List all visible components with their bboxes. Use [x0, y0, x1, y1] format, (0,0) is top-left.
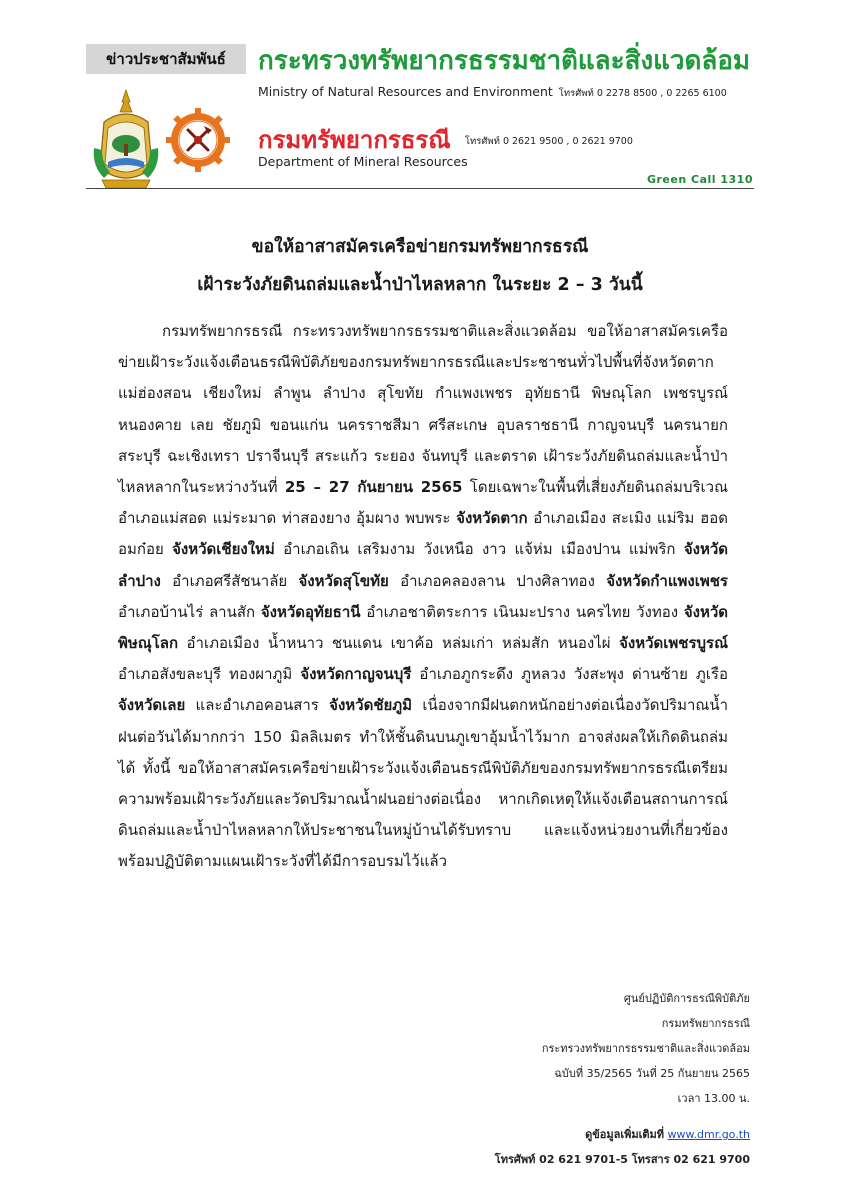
province-uthai-thani: จังหวัดอุทัยธานี: [260, 602, 361, 621]
more-info-label: ดูข้อมูลเพิ่มเติมที่: [585, 1128, 665, 1141]
issue-number-date: ฉบับที่ 35/2565 วันที่ 25 กันยายน 2565: [554, 1067, 750, 1080]
province-phetchabun: จังหวัดเพชรบูรณ์: [619, 634, 728, 653]
body-text-segment: และอำเภอคอนสาร: [185, 696, 330, 715]
body-text-segment: เนื่องจากมีฝนตกหนักอย่างต่อเนื่องวัดปริมาณน้ำฝนต่อวันได้มากกว่า 150 มิลลิเมตร ทำให้ชั้นดินบนภูเขาอุ้มน้ำไว้มาก อาจส่งผลให้เกิดดินถล่มได้ ทั้งนี้ ขอให้อาสาสมัครเครือข่ายเฝ้าระวังแจ้งเตือนธรณีพิบัติภัยของกรมทรัพยากรธรณีเตรียมความพร้อมเฝ้าระวังภัยและวัดปริมาณน้ำฝนอย่างต่อเนื่อง หากเกิดเหตุให้แจ้งเตือนสถานการณ์ดินถล่มและน้ำป่าไหลหลากให้ประชาชนในหมู่บ้านได้รับทราบ และแจ้งหน่วยงานที่เกี่ยวข้องพร้อมปฏิบัติตามแผนเฝ้าระวังที่ได้มีการอบรมไว้แล้ว: [118, 696, 728, 871]
signature-department: กรมทรัพยากรธรณี: [661, 1017, 750, 1030]
province-kamphaeng-phet: จังหวัดกำแพงเพชร: [606, 571, 728, 590]
department-phone: โทรศัพท์ 0 2621 9500 , 0 2621 9700: [464, 135, 633, 147]
body-text-segment: อำเภอเถิน เสริมงาม วังเหนือ งาว แจ้ห่ม เมืองปาน แม่พริก: [274, 540, 684, 559]
issue-time: เวลา 13.00 น.: [677, 1092, 750, 1105]
body-text-segment: โดยเฉพาะในพื้นที่เสี่ยงภัยดินถล่มบริเวณอำเภอแม่สอด แม่ระมาด ท่าสองยาง อุ้มผาง พบพระ: [118, 478, 728, 528]
body-text-segment: อำเภอเมือง น้ำหนาว ชนแดน เขาค้อ หล่มเก่า หล่มสัก หนองไผ่: [178, 634, 620, 653]
body-text-segment: กรมทรัพยากรธรณี กระทรวงทรัพยากรธรรมชาติและสิ่งแวดล้อม ขอให้อาสาสมัครเครือข่ายเฝ้าระวังแจ้งเตือนธรณีพิบัติภัยของกรมทรัพยากรธรณีและประชาชนทั่วไปพื้นที่จังหวัดตาก แม่ฮ่องสอน เชียงใหม่ ลำพูน ลำปาง สุโขทัย กำแพงเพชร อุทัยธานี พิษณุโลก เพชรบูรณ์ หนองคาย เลย ชัยภูมิ ขอนแก่น นครราชสีมา ศรีสะเกษ อุบลราชธานี กาญจนบุรี นครนายก สระบุรี ฉะเชิงเทรา ปราจีนบุรี สระแก้ว ระยอง จันทบุรี และตราด เฝ้าระวังภัยดินถล่มและน้ำป่าไหลหลากในระหว่างวันที่: [118, 322, 728, 497]
contact-phones: [420, 1150, 750, 1168]
signature-center: ศูนย์ปฏิบัติการธรณีพิบัติภัย: [623, 992, 750, 1005]
body-text-segment: อำเภอสังขละบุรี ทองผาภูมิ: [118, 665, 301, 684]
signature-ministry: กระทรวงทรัพยากรธรรมชาติและสิ่งแวดล้อม: [541, 1042, 750, 1055]
body-text-segment: อำเภอเมือง สะเมิง แม่ริม ฮอด อมก๋อย: [118, 509, 728, 559]
province-phitsanulok: จังหวัดพิษณุโลก: [118, 602, 728, 653]
ministry-name-english-row: [258, 84, 727, 101]
province-kanchanaburi: จังหวัดกาญจนบุรี: [300, 665, 412, 684]
province-lampang: จังหวัดลำปาง: [118, 540, 729, 590]
ministry-phone: โทรศัพท์ 0 2278 8500 , 0 2265 6100: [558, 88, 727, 99]
province-chaiyaphum: จังหวัดชัยภูมิ: [329, 696, 413, 715]
header-divider: [86, 188, 754, 189]
body-text-segment: อำเภอชาติตระการ เนินมะปราง นครไทย วังทอง: [360, 602, 684, 621]
headline-line-2: เฝ้าระวังภัยดินถล่มและน้ำป่าไหลหลาก ในระยะ 2 – 3 วันนี้: [197, 275, 643, 295]
green-call-hotline: Green Call 1310: [646, 173, 753, 186]
headline-line-1: ขอให้อาสาสมัครเครือข่ายกรมทรัพยากรธรณี: [251, 237, 589, 257]
body-text-segment: อำเภอศรีสัชนาลัย: [160, 571, 299, 590]
body-text-segment: อำเภอคลองลาน ปางศิลาทอง: [388, 571, 607, 590]
body-paragraph: [118, 316, 728, 878]
press-release-badge: ข่าวประชาสัมพันธ์: [86, 44, 246, 74]
ministry-emblem-icon: [90, 88, 162, 192]
signature-block: [420, 986, 750, 1111]
website-link[interactable]: www.dmr.go.th: [667, 1128, 750, 1141]
ministry-name-english: Ministry of Natural Resources and Environment: [258, 84, 553, 99]
phone-fax-numbers: โทรศัพท์ 02 621 9701-5 โทรสาร 02 621 9700: [494, 1153, 750, 1166]
department-name-thai: กรมทรัพยากรธรณี: [258, 126, 451, 154]
department-name-english: Department of Mineral Resources: [258, 154, 468, 169]
news-body: [118, 316, 728, 878]
body-text-segment: อำเภอบ้านไร่ ลานสัก: [118, 602, 261, 621]
province-loei: จังหวัดเลย: [118, 696, 186, 715]
province-tak: จังหวัดตาก: [456, 509, 528, 528]
province-chiang-mai: จังหวัดเชียงใหม่: [172, 540, 275, 559]
province-sukhothai: จังหวัดสุโขทัย: [298, 571, 389, 590]
more-info-row: [420, 1125, 750, 1143]
body-text-segment: อำเภอภูกระดึง ภูหลวง วังสะพุง ด่านซ้าย ภูเรือ: [411, 665, 728, 684]
ministry-name-thai: กระทรวงทรัพยากรธรรมชาติและสิ่งแวดล้อม: [258, 46, 751, 76]
warning-date-range: 25 – 27 กันยายน 2565: [284, 478, 463, 497]
department-seal-icon: [166, 108, 230, 172]
